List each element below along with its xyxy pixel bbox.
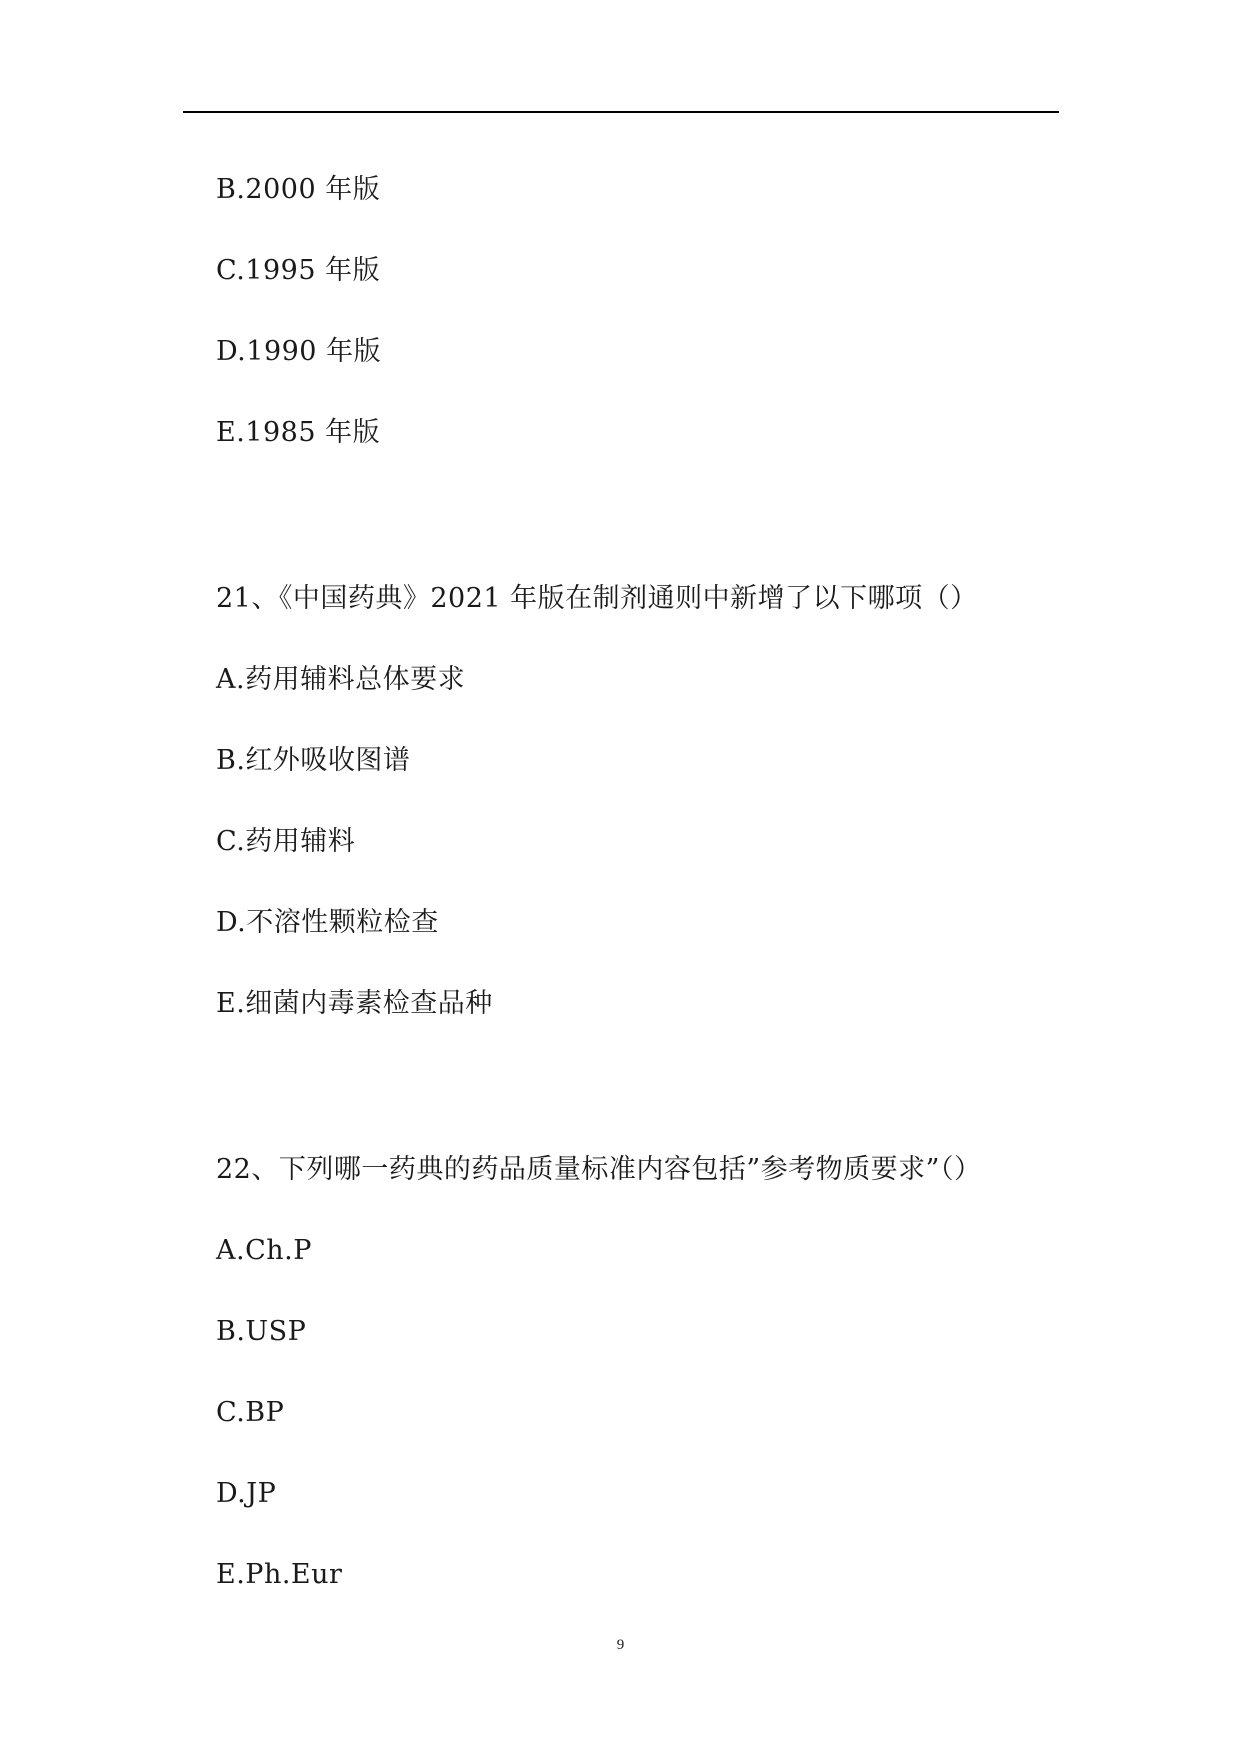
question-21-option-e: E.细菌内毒素检查品种 [216,988,493,1019]
option-d-prev: D.1990 年版 [216,336,382,367]
question-21-stem: 21、《中国药典》2021 年版在制剂通则中新增了以下哪项（） [216,583,978,614]
question-22-option-c: C.BP [216,1397,285,1428]
question-22-stem: 22、下列哪一药典的药品质量标准内容包括”参考物质要求”（） [216,1154,982,1185]
question-21-option-d: D.不溶性颗粒检查 [216,907,439,938]
option-c-prev: C.1995 年版 [216,255,381,286]
question-22-option-d: D.JP [216,1478,277,1509]
question-21-option-b: B.红外吸收图谱 [216,745,411,776]
question-21-option-a: A.药用辅料总体要求 [216,664,466,695]
option-e-prev: E.1985 年版 [216,417,381,448]
header-rule [183,111,1059,113]
question-22-option-b: B.USP [216,1316,307,1347]
option-b-prev: B.2000 年版 [216,174,381,205]
page-number: 9 [616,1637,625,1653]
question-22-option-a: A.Ch.P [216,1235,312,1266]
question-21-option-c: C.药用辅料 [216,826,356,857]
question-22-option-e: E.Ph.Eur [216,1559,343,1590]
